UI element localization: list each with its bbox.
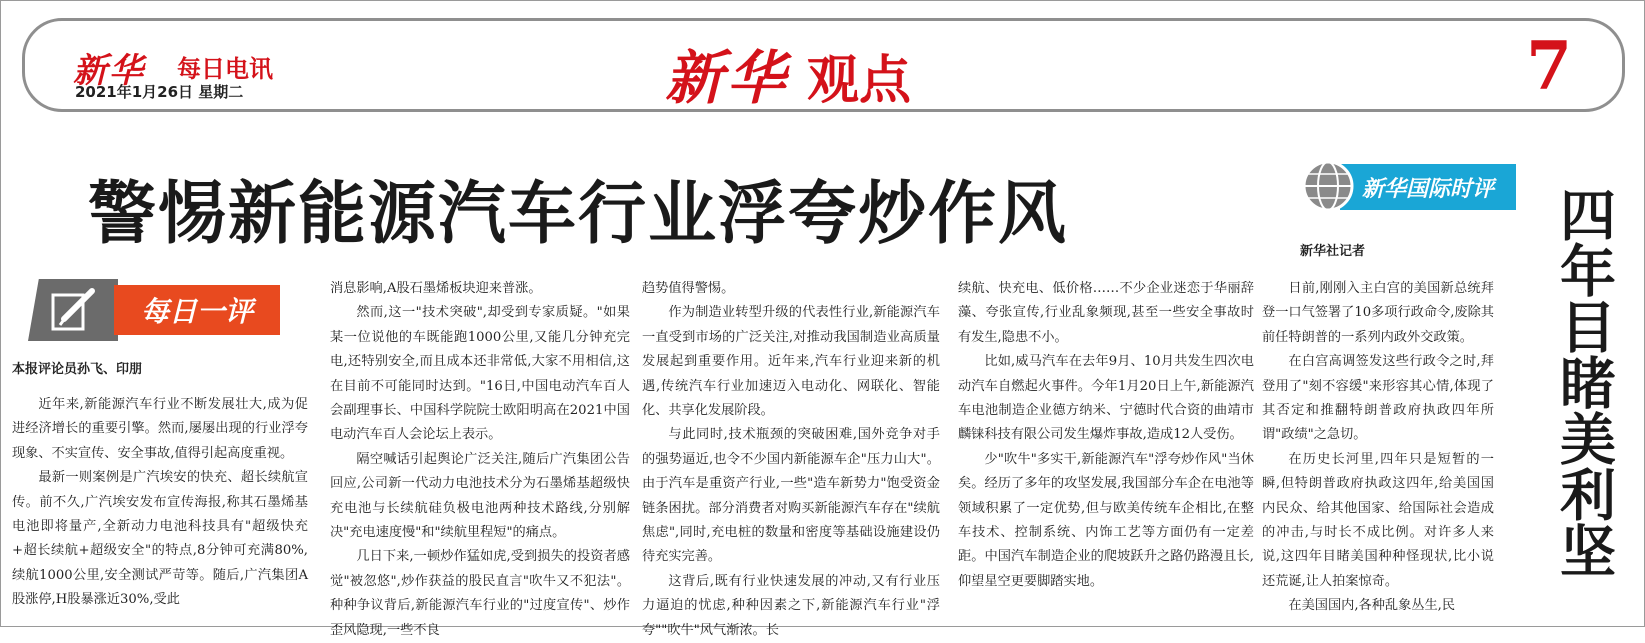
paragraph: 近年来,新能源汽车行业不断发展壮大,成为促进经济增长的重要引擎。然而,屡屡出现的行业浮夸现象、不实宣传、安全事故,值得引起高度重视。 xyxy=(12,397,308,461)
paragraph: 少"吹牛"多实干,新能源汽车"浮夸炒作风"当休矣。经历了多年的攻坚发展,我国部分车企在电池等领域积累了一定优势,但与欧美传统车企相比,在整车技术、控制系统、内饰工艺等方面仍有一定差距。中国汽车制造企业的爬坡跃升之路仍路漫且长,仰望星空更要脚踏实地。 xyxy=(958,451,1254,589)
side-article-column xyxy=(1262,277,1494,619)
paragraph: 然而,这一"技术突破",却受到专家质疑。"如果某一位说他的车既能跑1000公里,又能几分钟充完电,还特别安全,而且成本还非常低,大家不用相信,这在目前不可能同时达到。"16日,中国电动汽车百人会副理事长、中国科学院院士欧阳明高在2021中国电动汽车百人会论坛上表示。 xyxy=(330,305,630,443)
section-title xyxy=(665,31,911,115)
masthead-brand: 新华 xyxy=(73,51,145,91)
article-column-2 xyxy=(330,277,630,643)
masthead-paper-name: 每日电讯 xyxy=(177,55,273,83)
paragraph: 趋势值得警惕。 xyxy=(642,281,735,296)
paragraph: 最新一则案例是广汽埃安的快充、超长续航宣传。前不久,广汽埃安发布宣传海报,称其石墨烯基电池即将量产,全新动力电池科技具有"超级快充+超长续航+超级安全"的特点,8分钟可充满80%,续航1000公里,安全测试严苛等。随后,广汽集团A股涨停,H股暴涨近30%,受此 xyxy=(12,470,308,608)
badge-orange-block xyxy=(114,285,280,335)
intl-banner xyxy=(1340,164,1516,210)
pen-icon xyxy=(50,287,98,333)
main-headline: 警惕新能源汽车行业浮夸炒作风 xyxy=(88,175,1069,254)
side-byline: 新华社记者 xyxy=(1300,244,1366,259)
daily-comment-badge xyxy=(28,279,280,341)
paragraph: 这背后,既有行业快速发展的冲动,又有行业压力逼迫的忧虑,种种因素之下,新能源汽车行业"浮夸""吹牛"风气渐浓。长 xyxy=(642,573,940,638)
article-column-4 xyxy=(958,277,1254,594)
paragraph: 与此同时,技术瓶颈的突破困难,国外竞争对手的强势逼近,也令不少国内新能源车企"压力山大"。由于汽车是重资产行业,一些"造车新势力"饱受资金链条困扰。部分消费者对购买新能源汽车存在"续航焦虑",同时,充电桩的数量和密度等基础设施建设仍待充实完善。 xyxy=(642,427,940,565)
globe-icon xyxy=(1300,158,1362,218)
paragraph: 作为制造业转型升级的代表性行业,新能源汽车一直受到市场的广泛关注,对推动我国制造业高质量发展起到重要作用。近年来,汽车行业迎来新的机遇,传统汽车行业加速迈入电动化、网联化、智能化、共享化发展阶段。 xyxy=(642,305,940,419)
paragraph: 在白宫高调签发这些行政令之时,拜登用了"刻不容缓"来形容其心情,体现了其否定和推翻特朗普政府执政四年所谓"政绩"之急切。 xyxy=(1262,354,1494,443)
paragraph: 隔空喊话引起舆论广泛关注,随后广汽集团公告回应,公司新一代动力电池技术分为石墨烯基超级快充电池与长续航硅负极电池两种技术路线,分别解决"充电速度慢"和"续航里程短"的痛点。 xyxy=(330,451,630,541)
page-number: 7 xyxy=(1526,27,1572,105)
section-name: 观点 xyxy=(807,51,912,111)
section-brand: 新华 xyxy=(665,44,790,112)
side-headline: 四年目睹美利坚 xyxy=(1551,186,1616,578)
article-column-3 xyxy=(642,277,940,643)
paragraph: 比如,威马汽车在去年9月、10月共发生四次电动汽车自燃起火事件。今年1月20日上午,新能源汽车电池制造企业德方纳米、宁德时代合资的曲靖市麟铼科技有限公司发生爆炸事故,造成12人受伤。 xyxy=(958,354,1254,443)
daily-comment-label: 每日一评 xyxy=(140,295,253,328)
article-column-1 xyxy=(12,393,308,613)
paragraph: 续航、快充电、低价格……不少企业迷恋于华丽辞藻、夸张宣传,行业乱象频现,甚至一些安全事故时有发生,隐患不小。 xyxy=(958,281,1254,345)
masthead-date: 2021年1月26日 星期二 xyxy=(75,83,244,101)
paragraph: 几日下来,一顿炒作猛如虎,受到损失的投资者感觉"被忽悠",炒作获益的股民直言"吹牛又不犯法"。种种争议背后,新能源汽车行业的"过度宣传"、炒作歪风隐现,一些不良 xyxy=(330,549,630,638)
masthead xyxy=(22,18,1625,112)
intl-commentary-label: 新华国际时评 xyxy=(1361,176,1494,202)
intl-commentary-badge xyxy=(1300,158,1516,218)
paragraph: 日前,刚刚入主白宫的美国新总统拜登一口气签署了10多项行政命令,废除其前任特朗普的一系列内政外交政策。 xyxy=(1262,281,1494,345)
paragraph: 在美国国内,各种乱象丛生,民 xyxy=(1288,598,1456,614)
main-byline: 本报评论员孙飞、印朋 xyxy=(12,362,143,377)
paragraph: 在历史长河里,四年只是短暂的一瞬,但特朗普政府执政这四年,给美国国内民众、给其他国家、给国际社会造成的冲击,与时长不成比例。对许多人来说,这四年目睹美国种种怪现状,比小说还荒诞,让人拍案惊奇。 xyxy=(1262,451,1494,589)
paragraph: 消息影响,A股石墨烯板块迎来普涨。 xyxy=(330,281,542,296)
